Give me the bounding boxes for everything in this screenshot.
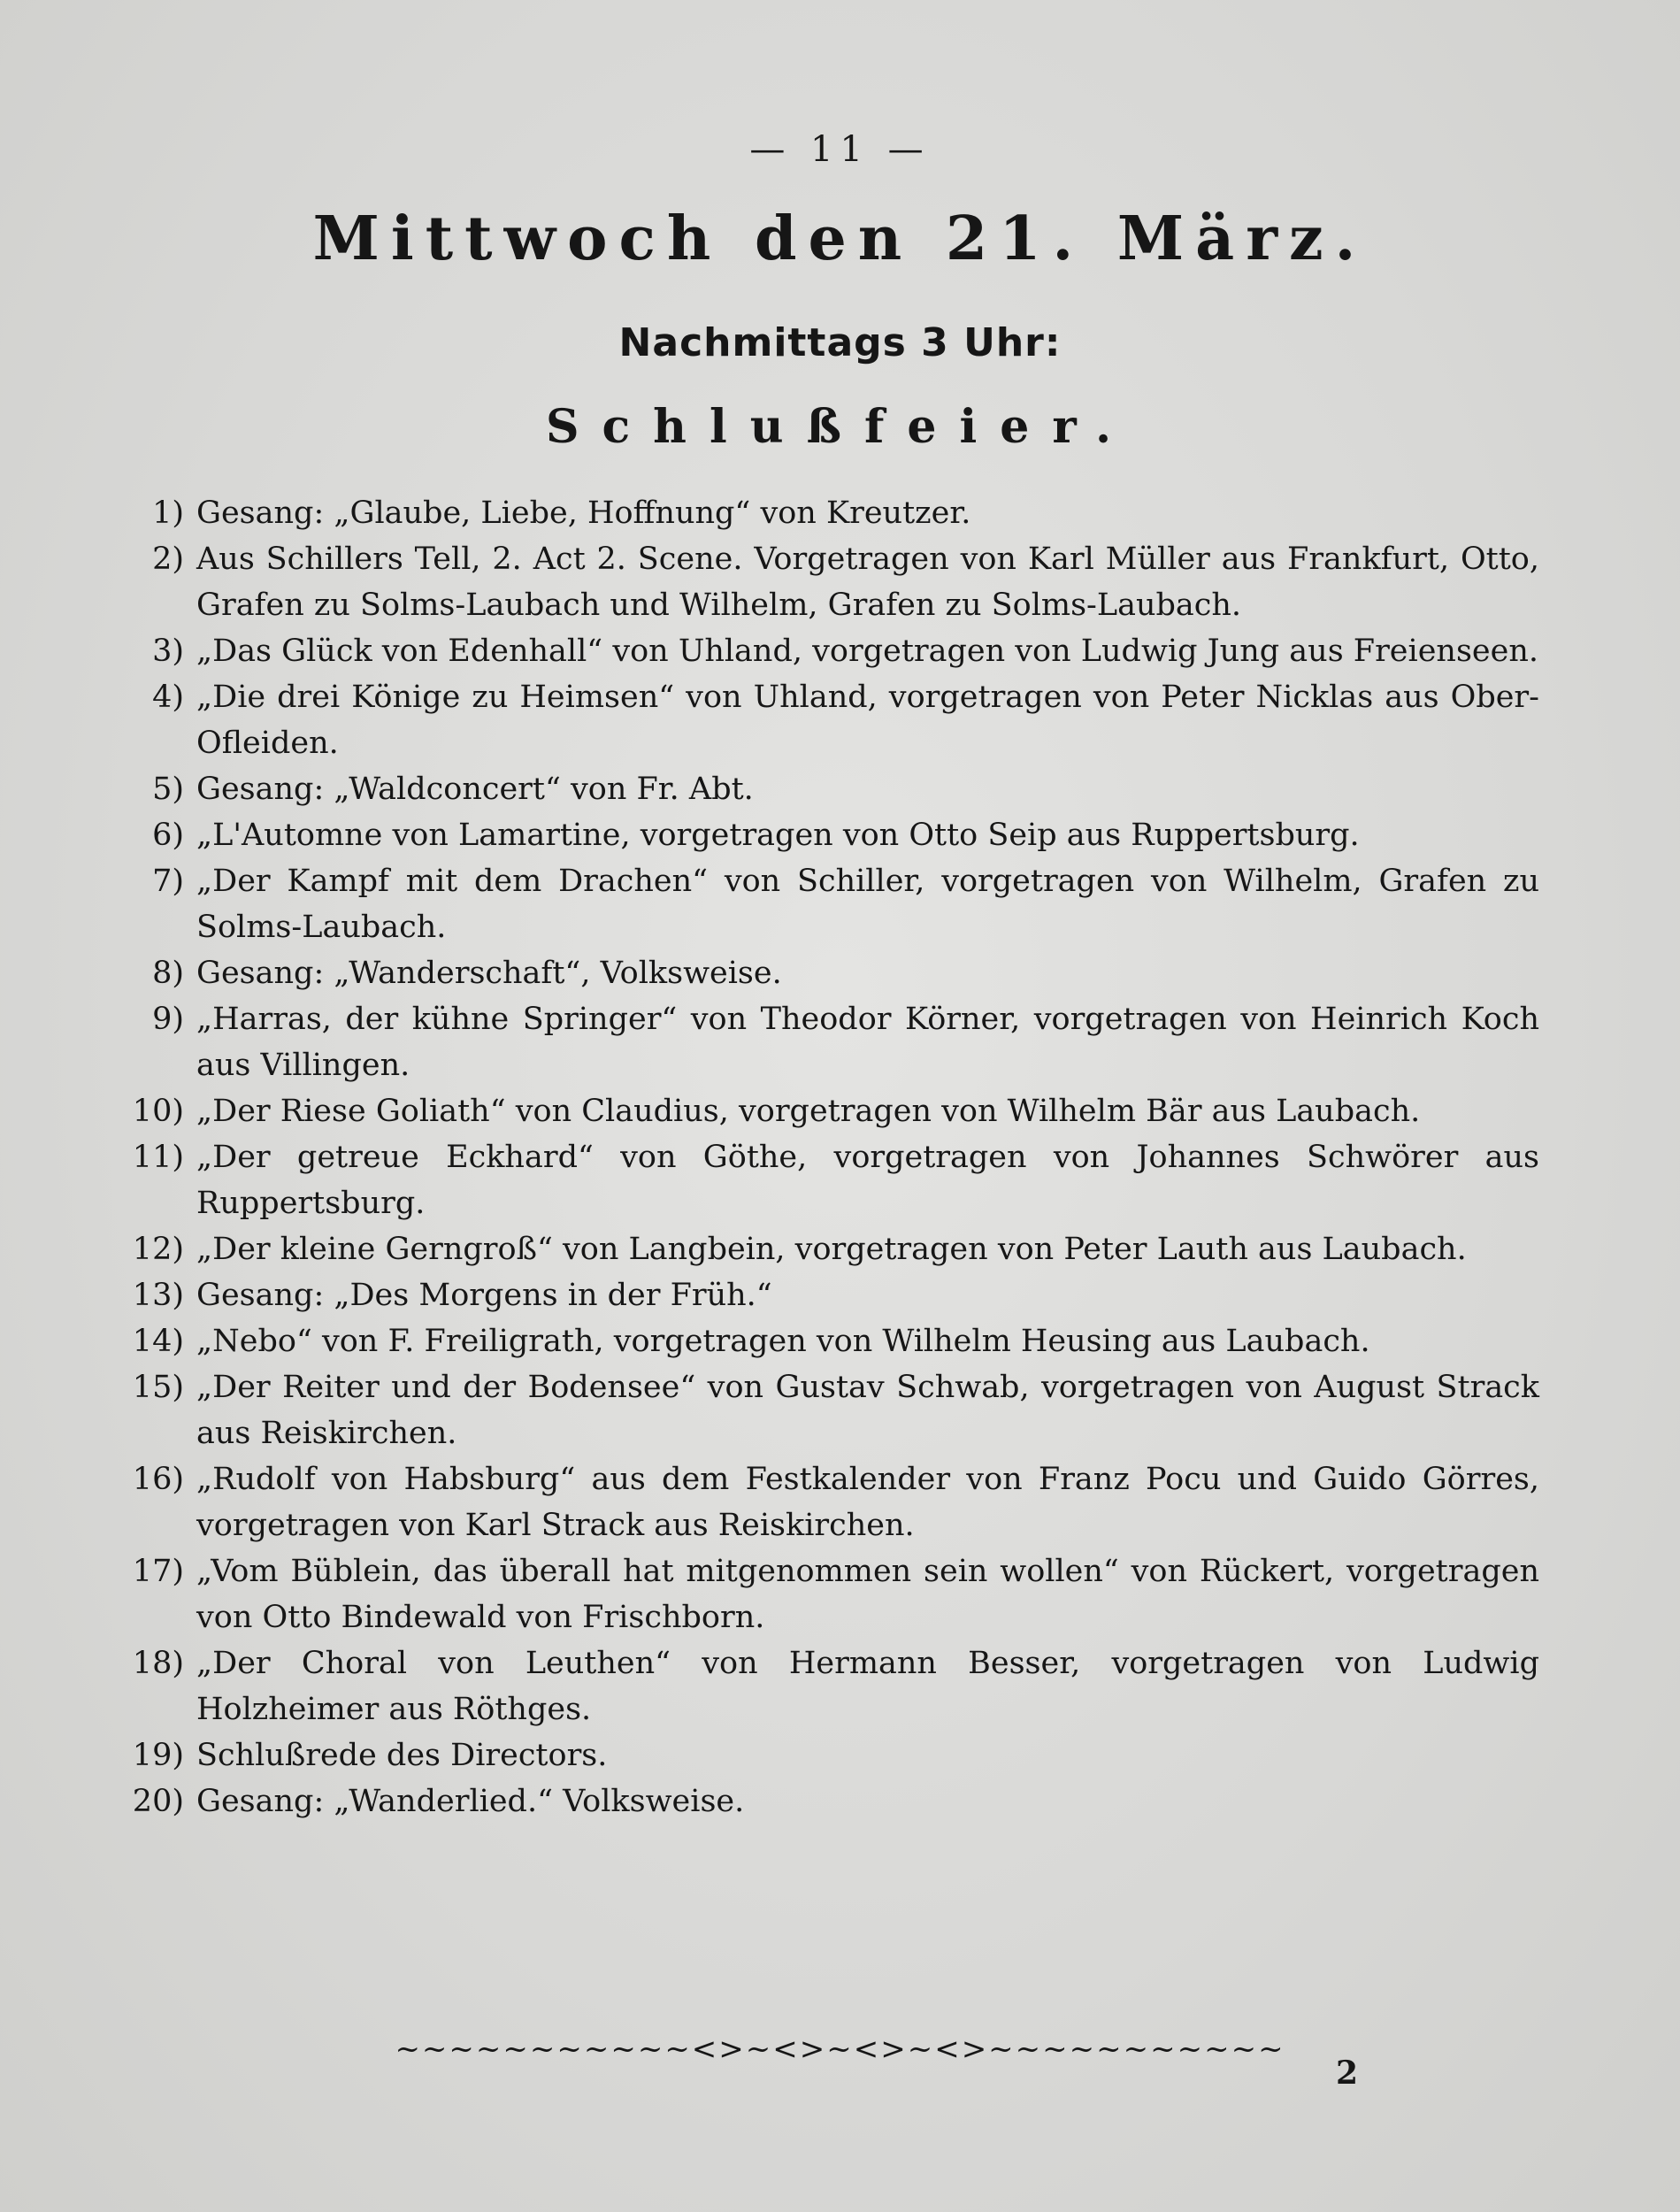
item-text: „L'Automne von Lamartine, vorgetragen von Otto Seip aus Ruppertsburg.: [196, 818, 1360, 853]
sheet-number: 2: [1336, 2055, 1359, 2092]
program-item: [106, 1364, 1539, 1456]
item-number: 13): [132, 1278, 184, 1313]
item-text: „Rudolf von Habsburg“ aus dem Festkalender von Franz Pocu und Guido Görres, vorgetragen von Karl Strack aus Reiskirchen.: [196, 1462, 1539, 1543]
item-text: „Der Kampf mit dem Drachen“ von Schiller, vorgetragen von Wilhelm, Grafen zu Solms-Laubach.: [196, 864, 1539, 945]
item-text: Aus Schillers Tell, 2. Act 2. Scene. Vorgetragen von Karl Müller aus Frankfurt, Otto, Grafen zu Solms-Laubach und Wilhelm, Grafen zu Solms-Laubach.: [196, 541, 1539, 623]
item-number: 18): [132, 1646, 184, 1681]
program-item: [106, 1088, 1539, 1134]
program-item: [106, 1226, 1539, 1272]
program-item: [106, 1318, 1539, 1364]
item-number: 1): [152, 495, 184, 531]
item-number: 9): [152, 1002, 184, 1037]
item-text: „Das Glück von Edenhall“ von Uhland, vorgetragen von Ludwig Jung aus Freienseen.: [196, 634, 1539, 669]
program-item: [106, 1456, 1539, 1548]
page-number: — 11 —: [749, 129, 931, 170]
ornament-divider: ~~~~~~~~~~~<>~<>~<>~<>~~~~~~~~~~~: [395, 2032, 1285, 2067]
item-number: 3): [152, 634, 184, 669]
item-number: 2): [152, 541, 184, 577]
item-text: Gesang: „Des Morgens in der Früh.“: [196, 1278, 772, 1313]
item-text: Schlußrede des Directors.: [196, 1738, 608, 1773]
time-subtitle: Nachmittags 3 Uhr:: [618, 320, 1062, 365]
item-text: „Der Riese Goliath“ von Claudius, vorgetragen von Wilhelm Bär aus Laubach.: [196, 1094, 1421, 1129]
item-number: 11): [132, 1140, 184, 1175]
item-text: Gesang: „Wanderlied.“ Volksweise.: [196, 1784, 745, 1819]
item-number: 14): [132, 1324, 184, 1359]
item-text: Gesang: „Glaube, Liebe, Hoffnung“ von Kreutzer.: [196, 495, 971, 531]
item-number: 20): [132, 1784, 184, 1819]
item-number: 8): [152, 956, 184, 991]
program-item: [106, 490, 1539, 536]
item-text: „Der Choral von Leuthen“ von Hermann Besser, vorgetragen von Ludwig Holzheimer aus Röthges.: [196, 1646, 1539, 1727]
program-item: [106, 1272, 1539, 1318]
item-text: „Nebo“ von F. Freiligrath, vorgetragen von Wilhelm Heusing aus Laubach.: [196, 1324, 1370, 1359]
item-text: „Vom Büblein, das überall hat mitgenommen sein wollen“ von Rückert, vorgetragen von Otto Bindewald von Frischborn.: [196, 1554, 1539, 1635]
program-item: [106, 1134, 1539, 1226]
program-item: [106, 766, 1539, 812]
item-text: „Der kleine Gerngroß“ von Langbein, vorgetragen von Peter Lauth aus Laubach.: [196, 1232, 1467, 1267]
program-item: [106, 858, 1539, 950]
item-number: 5): [152, 772, 184, 807]
program-item: [106, 674, 1539, 766]
program-item: [106, 812, 1539, 858]
program-item: [106, 950, 1539, 996]
item-text: „Harras, der kühne Springer“ von Theodor Körner, vorgetragen von Heinrich Koch aus Villingen.: [196, 1002, 1539, 1083]
item-number: 6): [152, 818, 184, 853]
program-list: [106, 490, 1539, 1824]
program-item: [106, 1732, 1539, 1778]
item-number: 7): [152, 864, 184, 899]
section-title: Schlußfeier.: [545, 400, 1135, 454]
item-number: 12): [132, 1232, 184, 1267]
program-item: [106, 628, 1539, 674]
program-item: [106, 1640, 1539, 1732]
item-text: „Die drei Könige zu Heimsen“ von Uhland, vorgetragen von Peter Nicklas aus Ober-Ofleiden.: [196, 680, 1539, 761]
item-number: 16): [132, 1462, 184, 1497]
item-number: 19): [132, 1738, 184, 1773]
program-item: [106, 536, 1539, 628]
program-item: [106, 996, 1539, 1088]
item-number: 17): [132, 1554, 184, 1589]
program-item: [106, 1548, 1539, 1640]
item-number: 15): [132, 1370, 184, 1405]
item-text: Gesang: „Wanderschaft“, Volksweise.: [196, 956, 782, 991]
item-text: Gesang: „Waldconcert“ von Fr. Abt.: [196, 772, 754, 807]
item-number: 10): [132, 1094, 184, 1129]
item-text: „Der getreue Eckhard“ von Göthe, vorgetragen von Johannes Schwörer aus Ruppertsburg.: [196, 1140, 1539, 1221]
page-title: Mittwoch den 21. März.: [312, 204, 1368, 274]
item-text: „Der Reiter und der Bodensee“ von Gustav Schwab, vorgetragen von August Strack aus Reiskirchen.: [196, 1370, 1539, 1451]
item-number: 4): [152, 680, 184, 715]
program-item: [106, 1778, 1539, 1824]
